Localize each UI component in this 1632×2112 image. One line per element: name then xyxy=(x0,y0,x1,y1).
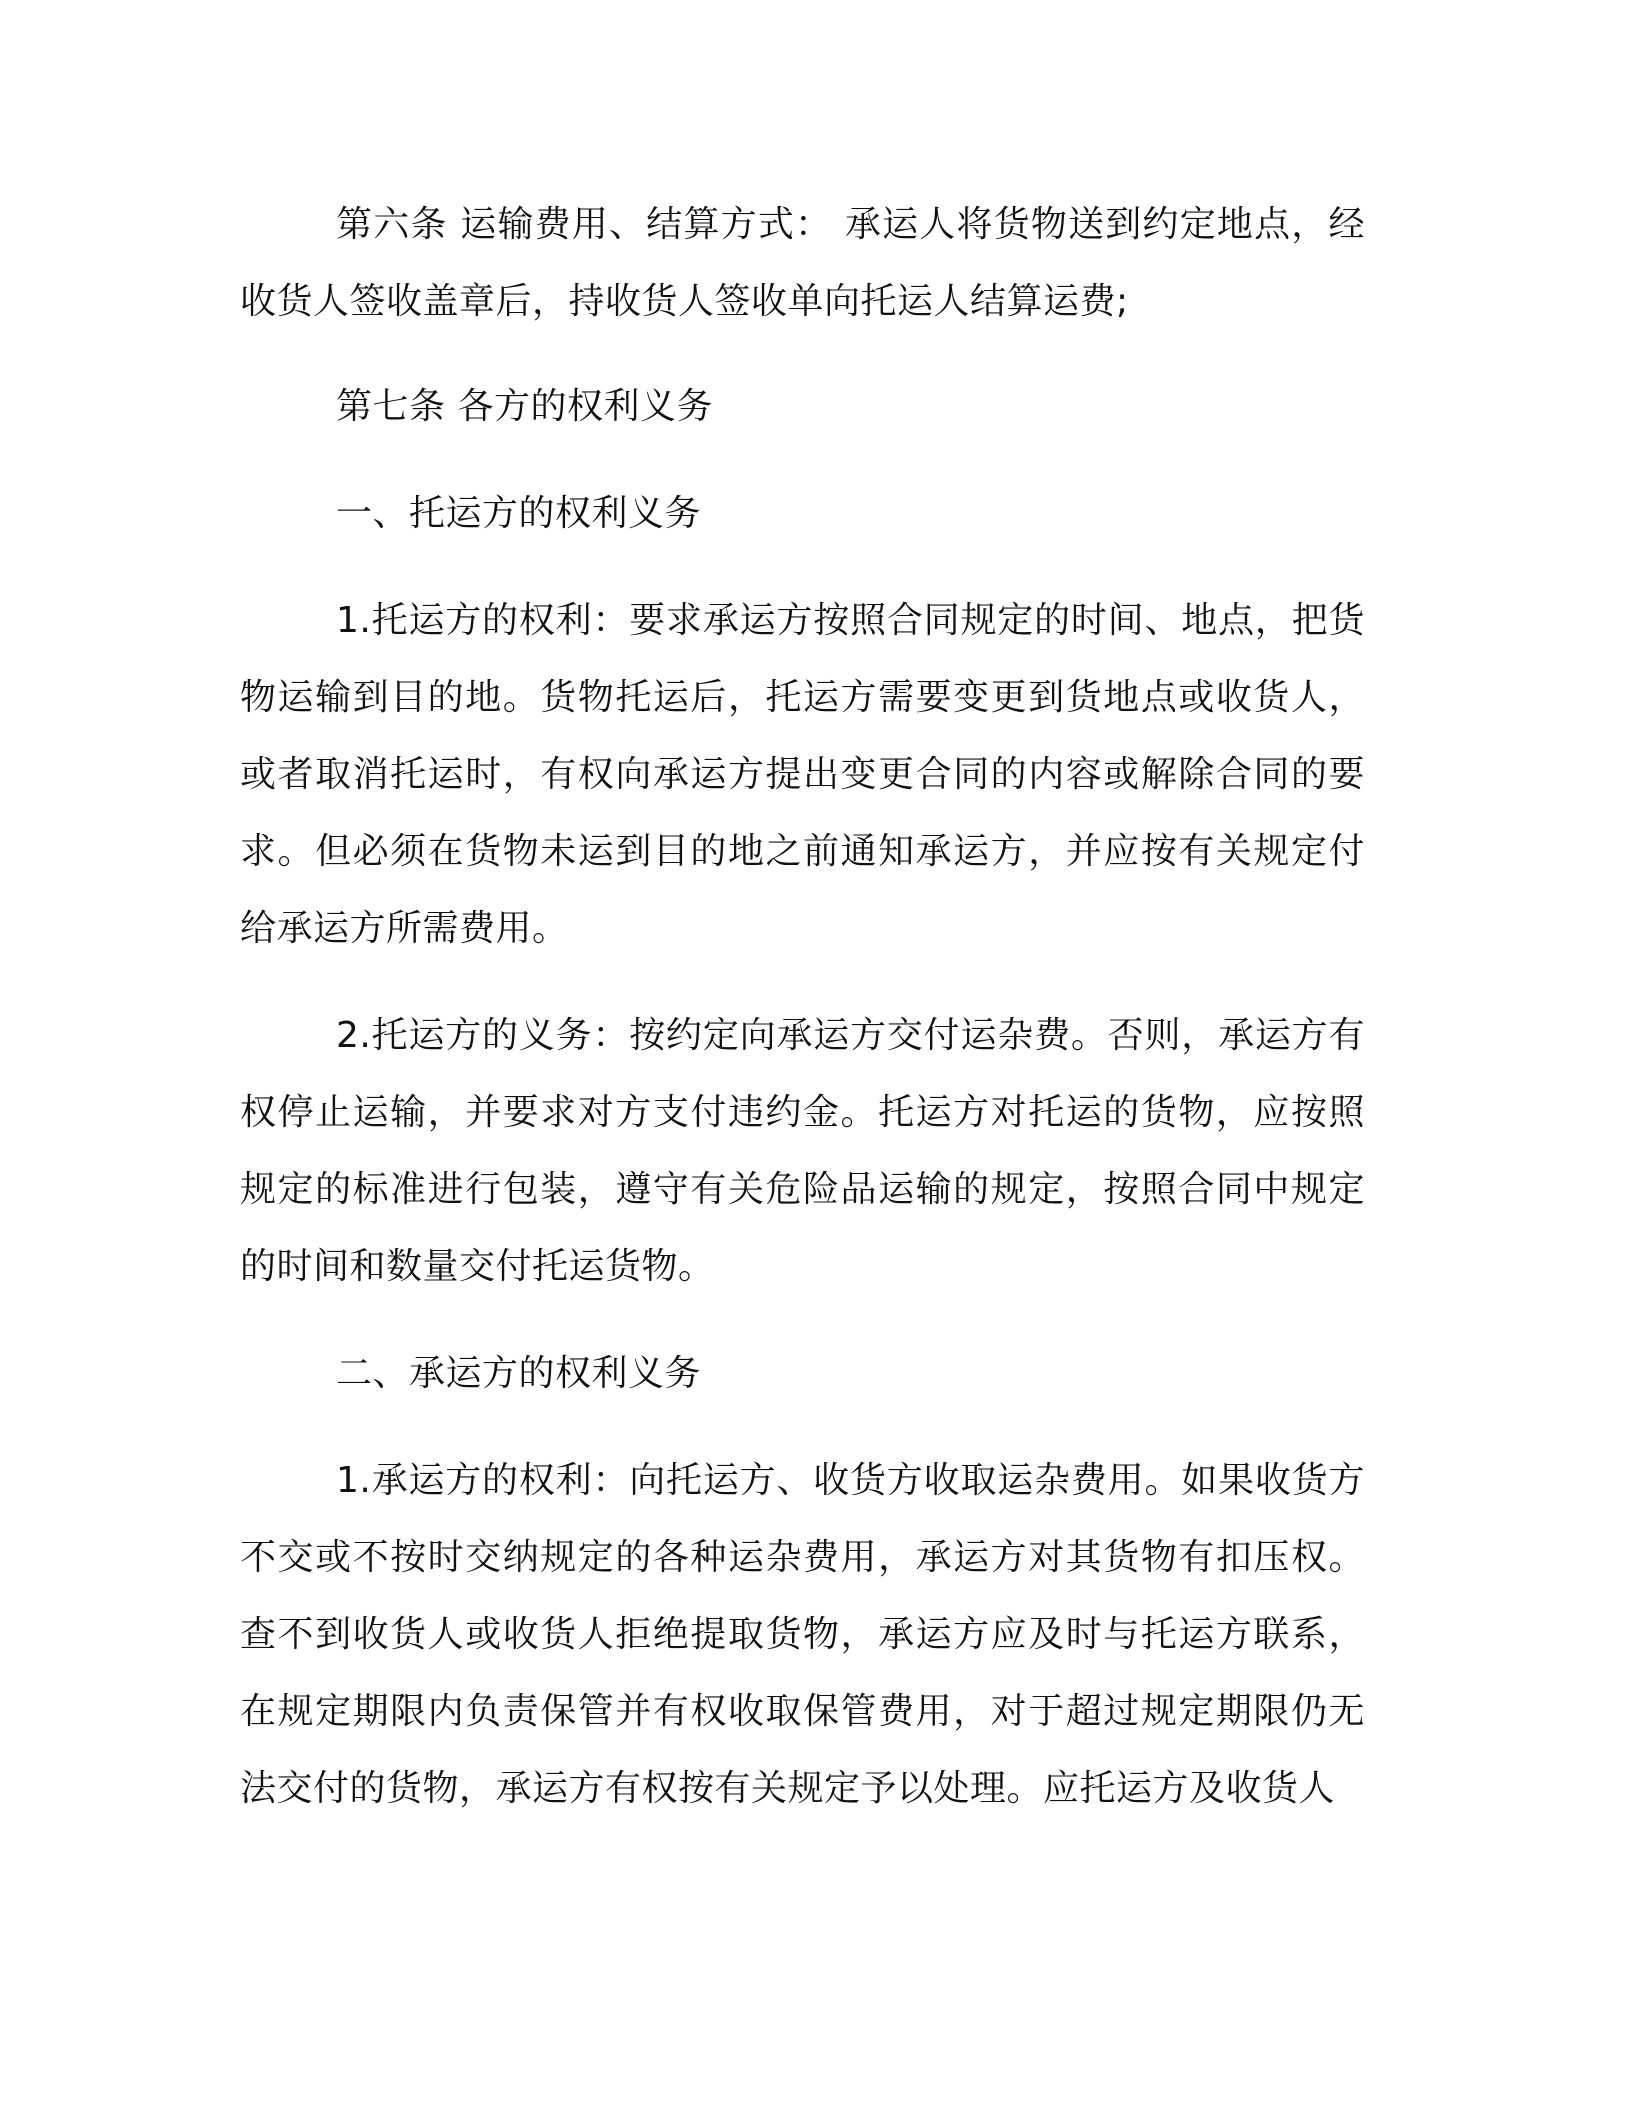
section-carrier-rights-heading: 二、承运方的权利义务 xyxy=(336,1353,702,1394)
shipper-rights-paragraph: 1.托运方的权利：要求承运方按照合同规定的时间、地点，把货物运输到目的地。货物托运后，托运方需要变更到货地点或收货人，或者取消托运时，有权向承运方提出变更合同的内容或解除合同的要求。但必须在货物未运到目的地之前通知承运方，并应按有关规定付给承运方所需费用。 xyxy=(240,600,1365,949)
document-body xyxy=(240,186,1365,1827)
section-shipper-rights-heading: 一、托运方的权利义务 xyxy=(336,493,702,534)
clause-six-payment-terms: 第六条 运输费用、结算方式： 承运人将货物送到约定地点，经收货人签收盖章后，持收货人签收单向托运人结算运费; xyxy=(240,204,1365,322)
clause-seven-heading: 第七条 各方的权利义务 xyxy=(336,386,713,427)
carrier-rights-paragraph: 1.承运方的权利：向托运方、收货方收取运杂费用。如果收货方不交或不按时交纳规定的各种运杂费用，承运方对其货物有扣压权。查不到收货人或收货人拒绝提取货物，承运方应及时与托运方联系，在规定期限内负责保管并有权收取保管费用，对于超过规定期限仍无法交付的货物，承运方有权按有关规定予以处理。应托运方及收货人 xyxy=(240,1460,1365,1809)
shipper-obligations-paragraph: 2.托运方的义务：按约定向承运方交付运杂费。否则，承运方有权停止运输，并要求对方支付违约金。托运方对托运的货物，应按照规定的标准进行包装，遵守有关危险品运输的规定，按照合同中规定的时间和数量交付托运货物。 xyxy=(240,1015,1365,1287)
